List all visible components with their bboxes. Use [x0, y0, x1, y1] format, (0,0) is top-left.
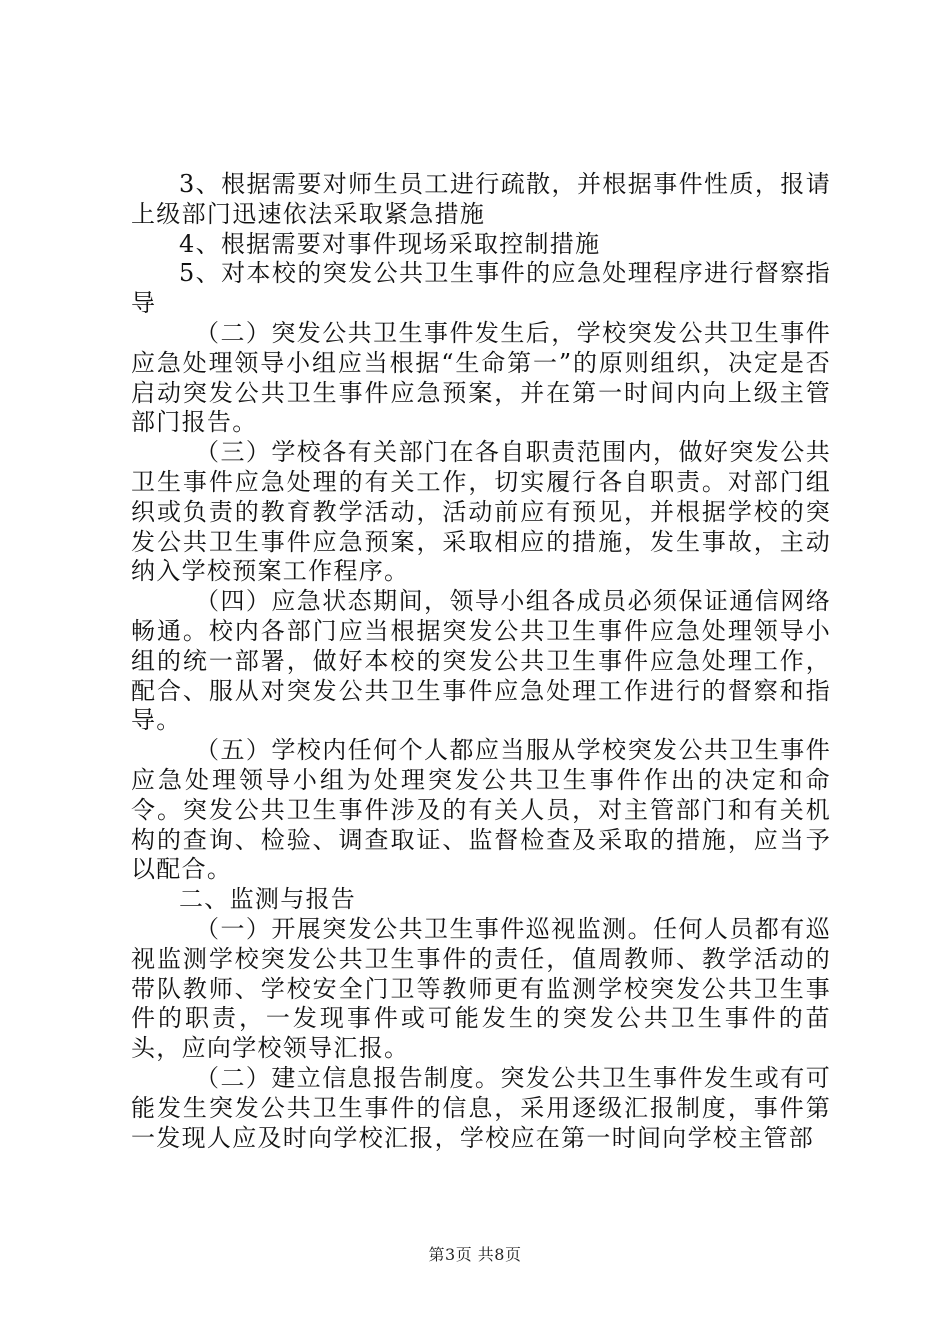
page-number-footer: 第3页 共8页 — [428, 1245, 522, 1264]
paragraph-reporting-system: （二）建立信息报告制度。突发公共卫生事件发生或有可能发生突发公共卫生事件的信息，采用逐级汇报制度，事件第一发现人应及时向学校汇报，学校应在第一时间向学校主管部 — [131, 1063, 831, 1152]
paragraph-patrol-monitoring: （一）开展突发公共卫生事件巡视监测。任何人员都有巡视监测学校突发公共卫生事件的责任，值周教师、教学活动的带队教师、学校安全门卫等教师更有监测学校突发公共卫生事件的职责，一发现事件或可能发生的突发公共卫生事件的苗头，应向学校领导汇报。 — [131, 914, 831, 1063]
paragraph-after-event: （二）突发公共卫生事件发生后，学校突发公共卫生事件应急处理领导小组应当根据“生命第一”的原则组织，决定是否启动突发公共卫生事件应急预案，并在第一时间内向上级主管部门报告。 — [131, 318, 831, 437]
paragraph-scene-control: 4、根据需要对事件现场采取控制措施 — [179, 229, 601, 258]
paragraph-emergency-period: （四）应急状态期间，领导小组各成员必须保证通信网络畅通。校内各部门应当根据突发公共卫生事件应急处理领导小组的统一部署，做好本校的突发公共卫生事件应急处理工作，配合、服从对突发公共卫生事件应急处理工作进行的督察和指导。 — [131, 587, 831, 735]
section-heading-monitoring: 二、监测与报告 — [179, 885, 357, 914]
paragraph-supervision: 5、对本校的突发公共卫生事件的应急处理程序进行督察指导 — [131, 259, 831, 318]
paragraph-departments: （三）学校各有关部门在各自职责范围内，做好突发公共卫生事件应急处理的有关工作，切实履行各自职责。对部门组织或负责的教育教学活动，活动前应有预见，并根据学校的突发公共卫生事件应急预案，采取相应的措施，发生事故，主动纳入学校预案工作程序。 — [131, 438, 831, 586]
paragraph-individuals: （五）学校内任何个人都应当服从学校突发公共卫生事件应急处理领导小组为处理突发公共卫生事件作出的决定和命令。突发公共卫生事件涉及的有关人员，对主管部门和有关机构的查询、检验、调查取证、监督检查及采取的措施，应当予以配合。 — [131, 736, 831, 884]
document-body — [131, 170, 831, 1153]
paragraph-evacuation: 3、根据需要对师生员工进行疏散，并根据事件性质，报请上级部门迅速依法采取紧急措施 — [131, 170, 831, 228]
